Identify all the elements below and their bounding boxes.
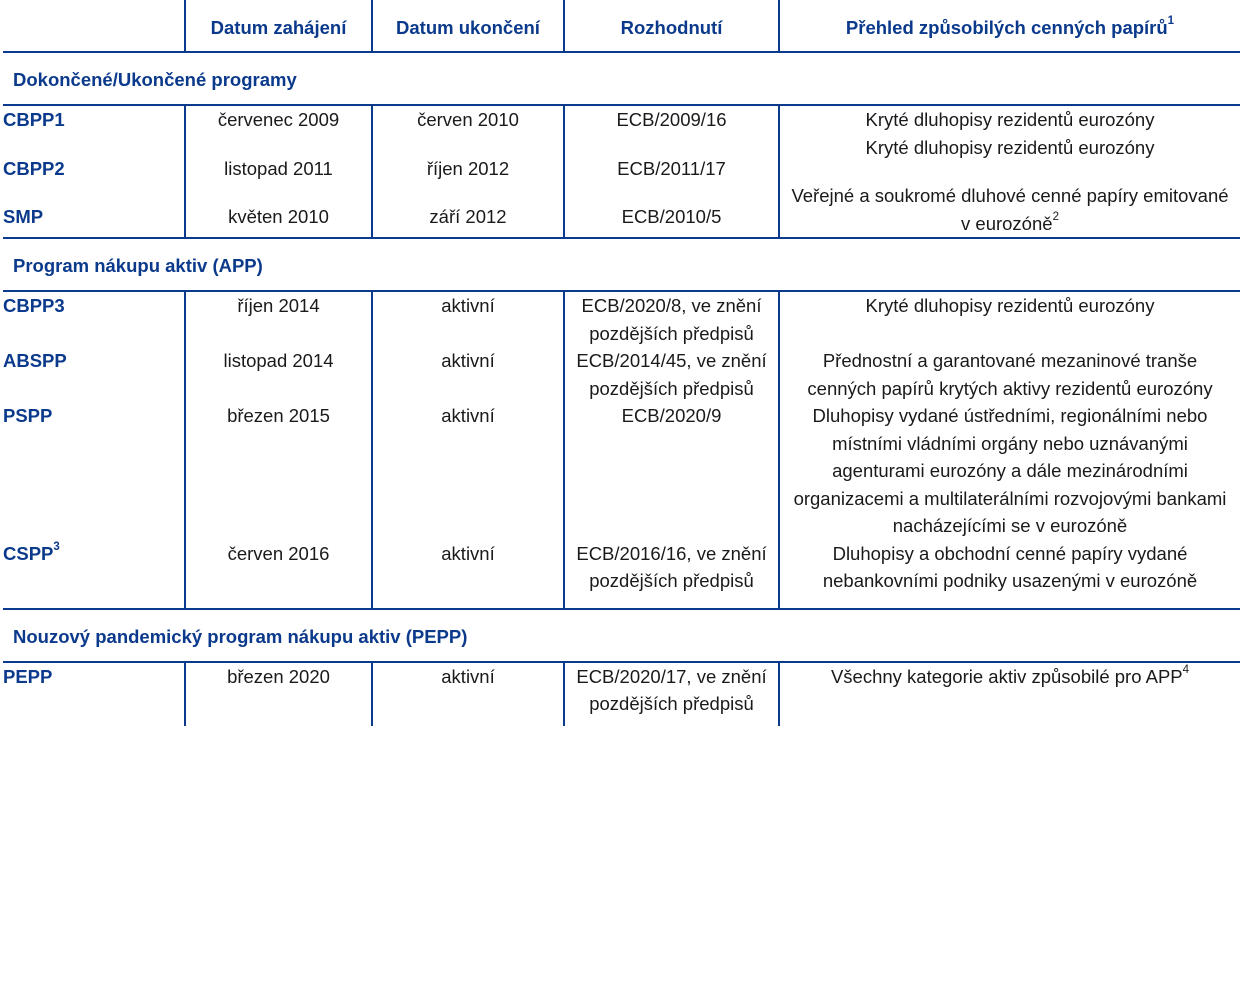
program-name: PEPP xyxy=(3,665,53,687)
overview-text: Veřejné a soukromé dluhové cenné papíry emitované v eurozóně xyxy=(791,185,1229,234)
end-date: říjen 2012 xyxy=(372,134,564,183)
decision: ECB/2010/5 xyxy=(564,182,779,238)
header-overview xyxy=(779,0,1240,52)
start-date: listopad 2014 xyxy=(185,347,372,402)
end-date: aktivní xyxy=(372,291,564,347)
program-name: PSPP xyxy=(3,405,53,426)
table-row xyxy=(3,347,1240,402)
decision: ECB/2020/17, ve znění pozdějších předpisů xyxy=(564,662,779,726)
header-overview-label: Přehled způsobilých cenných papírů xyxy=(845,16,1168,38)
program-name: CBPP3 xyxy=(3,295,65,316)
section-row xyxy=(3,609,1240,662)
program-name: CBPP1 xyxy=(3,109,65,130)
end-date: září 2012 xyxy=(372,182,564,238)
table-row xyxy=(3,540,1240,609)
overview: Přednostní a garantované mezaninové tranše cenných papírů krytých aktivy rezidentů eurozóny xyxy=(779,347,1240,402)
program-name xyxy=(3,540,185,609)
end-date: aktivní xyxy=(372,402,564,540)
start-date: květen 2010 xyxy=(185,182,372,238)
overview: Kryté dluhopisy rezidentů eurozóny xyxy=(779,291,1240,347)
overview xyxy=(779,182,1240,238)
end-date: aktivní xyxy=(372,347,564,402)
footnote-marker: 3 xyxy=(53,541,60,554)
start-date: říjen 2014 xyxy=(185,291,372,347)
table-row xyxy=(3,402,1240,540)
end-date: aktivní xyxy=(372,662,564,726)
section-row xyxy=(3,52,1240,105)
header-decision: Rozhodnutí xyxy=(564,0,779,52)
overview xyxy=(779,662,1240,726)
decision: ECB/2016/16, ve znění pozdějších předpisů xyxy=(564,540,779,609)
table-row xyxy=(3,105,1240,134)
overview: Kryté dluhopisy rezidentů eurozóny xyxy=(779,134,1240,183)
start-date: březen 2020 xyxy=(185,662,372,726)
overview-text: Všechny kategorie aktiv způsobilé pro APP xyxy=(830,665,1183,687)
section-title: Nouzový pandemický program nákupu aktiv (PEPP) xyxy=(3,609,1240,662)
start-date: březen 2015 xyxy=(185,402,372,540)
decision: ECB/2009/16 xyxy=(564,105,779,134)
start-date: červen 2016 xyxy=(185,540,372,609)
section-title: Dokončené/Ukončené programy xyxy=(3,52,1240,105)
decision: ECB/2020/9 xyxy=(564,402,779,540)
section-title: Program nákupu aktiv (APP) xyxy=(3,238,1240,291)
overview: Kryté dluhopisy rezidentů eurozóny xyxy=(779,105,1240,134)
decision: ECB/2020/8, ve znění pozdějších předpisů xyxy=(564,291,779,347)
footnote-marker: 2 xyxy=(1052,211,1059,224)
overview: Dluhopisy vydané ústředními, regionálními nebo místními vládními orgány nebo uznávanými agenturami eurozóny a dále mezinárodními organizacemi a multilaterálními rozvojovými bankami nacházejícími se v eurozóně xyxy=(779,402,1240,540)
table-row xyxy=(3,662,1240,726)
program-name: CBPP2 xyxy=(3,157,65,179)
end-date: červen 2010 xyxy=(372,105,564,134)
start-date: listopad 2011 xyxy=(185,134,372,183)
section-row xyxy=(3,238,1240,291)
program-name-text: CSPP xyxy=(3,542,54,564)
end-date: aktivní xyxy=(372,540,564,609)
header-start-date: Datum zahájení xyxy=(185,0,372,52)
overview: Dluhopisy a obchodní cenné papíry vydané nebankovními podniky usazenými v eurozóně xyxy=(779,540,1240,609)
table-header-row xyxy=(3,0,1240,52)
footnote-marker: 4 xyxy=(1182,664,1190,677)
table-row xyxy=(3,291,1240,347)
program-name: ABSPP xyxy=(3,350,67,371)
table-row xyxy=(3,134,1240,183)
footnote-marker: 1 xyxy=(1167,15,1175,28)
table-row xyxy=(3,182,1240,238)
header-end-date: Datum ukončení xyxy=(372,0,564,52)
programs-table xyxy=(3,0,1240,726)
program-name: SMP xyxy=(3,182,185,238)
start-date: červenec 2009 xyxy=(185,105,372,134)
header-program xyxy=(3,0,185,52)
decision: ECB/2014/45, ve znění pozdějších předpisů xyxy=(564,347,779,402)
decision: ECB/2011/17 xyxy=(564,134,779,183)
